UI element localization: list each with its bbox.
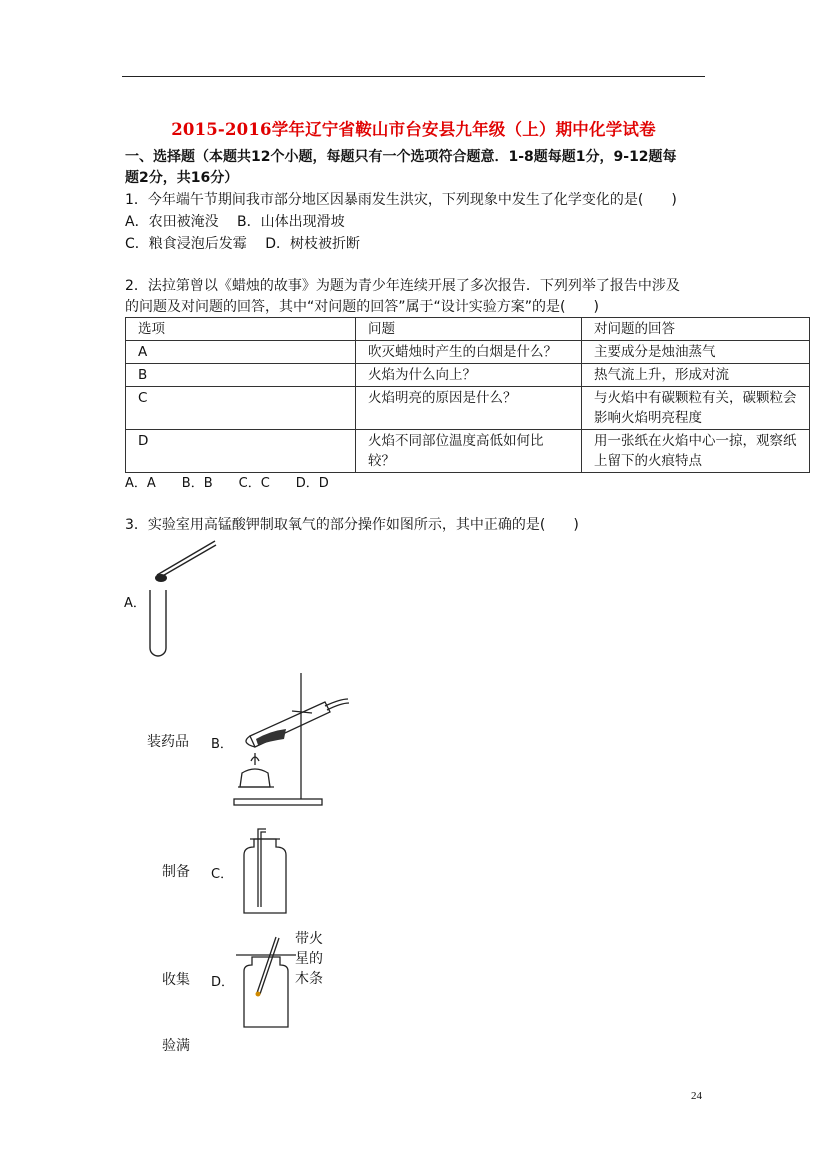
q3-stem: 3．实验室用高锰酸钾制取氧气的部分操作如图所示，其中正确的是( ) — [125, 517, 579, 533]
table-cell: B — [126, 364, 356, 387]
q2-stem-line1: 2．法拉第曾以《蜡烛的故事》为题为青少年连续开展了多次报告．下列列举了报告中涉及 — [125, 278, 680, 294]
table-cell: D — [126, 430, 356, 473]
q3-option-b-label: B． — [211, 737, 233, 752]
table-cell: 吹灭蜡烛时产生的白烟是什么？ — [356, 341, 582, 364]
q3-option-c-label: C． — [211, 867, 234, 882]
section-heading-line1: 一、选择题（本题共12个小题，每题只有一个选项符合题意．1-8题每题1分，9-12题每 — [125, 149, 677, 165]
table-cell: C — [126, 387, 356, 430]
header-rule — [122, 76, 705, 77]
table-cell: 主要成分是烛油蒸气 — [582, 341, 810, 364]
q3-option-a-label: A． — [124, 596, 146, 611]
splint-label-line1: 带火 — [295, 931, 323, 947]
q2-table — [125, 317, 810, 473]
table-row — [126, 387, 810, 430]
splint-label-line3: 木条 — [295, 971, 323, 987]
table-cell: 火焰明亮的原因是什么？ — [356, 387, 582, 430]
page-title: 2015-2016学年辽宁省鞍山市台安县九年级（上）期中化学试卷 — [171, 120, 656, 139]
table-cell: A — [126, 341, 356, 364]
splint-label-line2: 星的 — [295, 951, 323, 967]
table-header-cell: 对问题的回答 — [582, 318, 810, 341]
table-header-cell: 问题 — [356, 318, 582, 341]
table-header-cell: 选项 — [126, 318, 356, 341]
q2-stem-line2: 的问题及对问题的回答，其中“对问题的回答”属于“设计实验方案”的是( ) — [125, 299, 599, 315]
q2-options: A．A B．B C．C D．D — [125, 476, 329, 491]
q3-last-caption: 验满 — [162, 1038, 190, 1054]
table-cell: 火焰为什么向上？ — [356, 364, 582, 387]
q3-option-d-caption: 收集 — [162, 972, 190, 988]
table-row — [126, 364, 810, 387]
q1-options-line2: C．粮食浸泡后发霉 D．树枝被折断 — [125, 236, 361, 252]
q1-options-line1: A．农田被淹没 B．山体出现滑坡 — [125, 214, 345, 230]
section-heading-line2: 题2分，共16分） — [125, 170, 239, 186]
table-cell: 火焰不同部位温度高低如何比较？ — [356, 430, 582, 473]
q3-option-c-caption: 制备 — [162, 864, 190, 880]
collection-bottle-figure — [236, 825, 298, 919]
table-row — [126, 430, 810, 473]
q1-stem: 1．今年端午节期间我市部分地区因暴雨发生洪灾，下列现象中发生了化学变化的是( ) — [125, 192, 677, 208]
table-cell: 与火焰中有碳颗粒有关，碳颗粒会影响火焰明亮程度 — [582, 387, 810, 430]
splint-test-figure — [230, 933, 298, 1031]
heating-apparatus-figure — [230, 669, 365, 811]
table-cell: 热气流上升，形成对流 — [582, 364, 810, 387]
table-header-row — [126, 318, 810, 341]
q3-option-b-caption: 装药品 — [147, 734, 189, 750]
page-number: 24 — [691, 1090, 702, 1102]
table-row — [126, 341, 810, 364]
q3-option-d-label: D． — [211, 975, 235, 990]
table-cell: 用一张纸在火焰中心一掠，观察纸上留下的火痕特点 — [582, 430, 810, 473]
test-tube-spoon-figure — [145, 538, 225, 660]
